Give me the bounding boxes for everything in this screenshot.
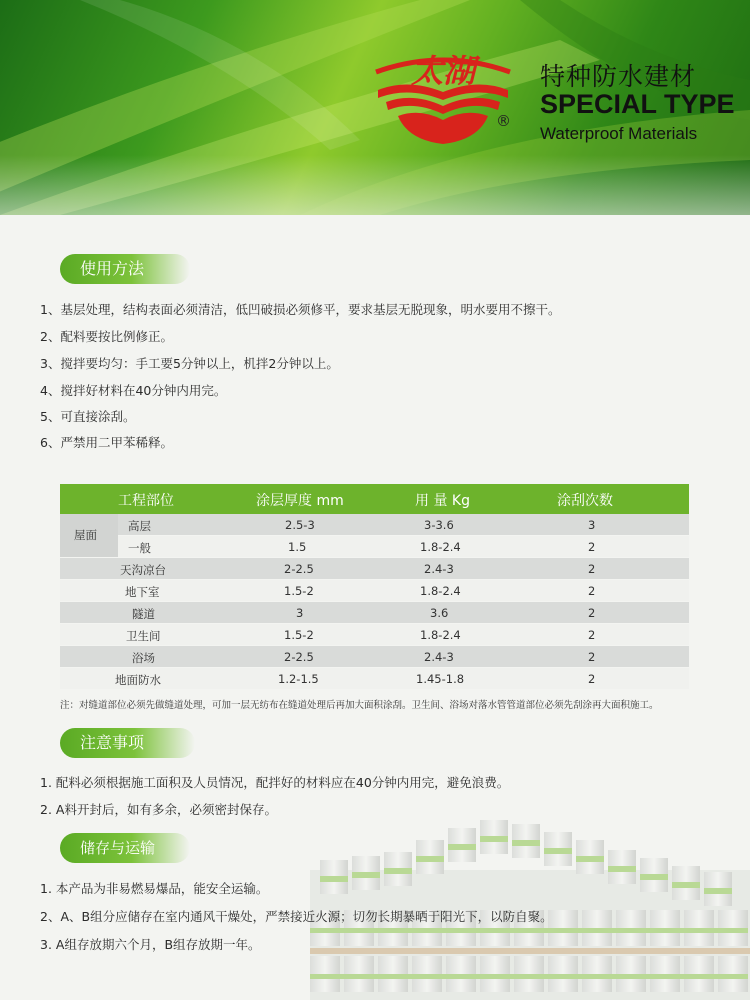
section-notes-heading: 注意事项 <box>60 728 195 758</box>
list-item: 4、搅拌好材料在40分钟内用完。 <box>40 383 227 398</box>
cell-amount: 2.4-3 <box>424 650 454 664</box>
cell-amount: 3.6 <box>430 606 449 620</box>
table-header <box>60 484 689 514</box>
table-row <box>60 580 689 601</box>
brand-title-cn: 特种防水建材 <box>540 62 697 91</box>
table-footnote: 注：对缝道部位必须先做缝道处理，可加一层无纺布在缝道处理后再加大面积涂刮。卫生间、浴场对落水管管道部位必须先刮涂再大面积施工。 <box>60 700 659 711</box>
cell-amount: 1.8-2.4 <box>420 628 461 642</box>
cell-times: 2 <box>588 672 596 686</box>
cell-amount: 1.45-1.8 <box>416 672 465 686</box>
table-row <box>60 536 689 557</box>
brand-title-en: SPECIAL TYPE <box>540 89 735 119</box>
cell-part: 卫生间 <box>126 629 161 643</box>
product-buckets-illustration <box>290 810 750 1000</box>
cell-times: 2 <box>588 584 596 598</box>
cell-part: 地面防水 <box>115 673 161 687</box>
list-item: 1. 配料必须根据施工面积及人员情况，配拌好的材料应在40分钟内用完，避免浪费。 <box>40 775 510 790</box>
svg-text:太湖: 太湖 <box>410 52 476 90</box>
cell-amount: 3-3.6 <box>424 518 454 532</box>
cell-times: 2 <box>588 540 596 554</box>
cell-thickness: 1.5-2 <box>284 584 314 598</box>
cell-times: 2 <box>588 650 596 664</box>
cell-part: 地下室 <box>125 585 160 599</box>
list-item: 1. 本产品为非易燃易爆品，能安全运输。 <box>40 881 269 896</box>
brand-subtitle-en: Waterproof Materials <box>540 124 698 143</box>
cell-amount: 1.8-2.4 <box>420 584 461 598</box>
cell-part: 隧道 <box>132 607 155 621</box>
section-usage-heading: 使用方法 <box>60 254 190 284</box>
cell-times: 2 <box>588 606 596 620</box>
section-storage-heading: 储存与运输 <box>60 833 190 863</box>
cell-thickness: 2.5-3 <box>285 518 315 532</box>
cell-thickness: 1.2-1.5 <box>278 672 319 686</box>
header-banner <box>0 0 750 215</box>
cell-thickness: 2-2.5 <box>284 650 314 664</box>
list-item: 6、严禁用二甲苯稀释。 <box>40 435 173 450</box>
cell-part: 天沟凉台 <box>120 563 166 577</box>
cell-thickness: 1.5-2 <box>284 628 314 642</box>
taihu-logo-icon <box>368 40 518 150</box>
list-item: 2、A、B组分应储存在室内通风干燥处，严禁接近火源；切勿长期暴晒于阳光下，以防自聚。 <box>40 909 553 924</box>
table-row <box>60 514 689 535</box>
cell-thickness: 3 <box>296 606 304 620</box>
list-item: 2、配料要按比例修正。 <box>40 329 173 344</box>
cell-times: 3 <box>588 518 596 532</box>
table-row <box>60 646 689 667</box>
list-item: 2. A料开封后，如有多余，必须密封保存。 <box>40 802 277 817</box>
cell-times: 2 <box>588 562 596 576</box>
cell-part: 一般 <box>128 541 151 555</box>
list-item: 1、基层处理，结构表面必须清洁，低凹破损必须修平，要求基层无脱现象，明水要用不擦干。 <box>40 302 561 317</box>
list-item: 3. A组存放期六个月，B组存放期一年。 <box>40 937 261 952</box>
table-row <box>60 624 689 645</box>
cell-part: 高层 <box>128 519 151 533</box>
header-part: 工程部位 <box>118 493 174 509</box>
list-item: 3、搅拌要均匀：手工要5分钟以上，机拌2分钟以上。 <box>40 356 339 371</box>
registered-mark: ® <box>496 112 511 130</box>
table-row <box>60 558 689 579</box>
cell-thickness: 2-2.5 <box>284 562 314 576</box>
list-item: 5、可直接涂刮。 <box>40 409 136 424</box>
table-row <box>60 602 689 623</box>
table-row <box>60 668 689 689</box>
header-times: 涂刮次数 <box>557 493 613 509</box>
header-fade <box>0 155 750 215</box>
group-cell-roof: 屋面 <box>60 514 118 557</box>
cell-times: 2 <box>588 628 596 642</box>
header-amount: 用 量 Kg <box>415 493 470 509</box>
cell-amount: 2.4-3 <box>424 562 454 576</box>
cell-thickness: 1.5 <box>288 540 307 554</box>
header-thickness: 涂层厚度 mm <box>256 493 344 509</box>
cell-part: 浴场 <box>132 651 155 665</box>
cell-amount: 1.8-2.4 <box>420 540 461 554</box>
